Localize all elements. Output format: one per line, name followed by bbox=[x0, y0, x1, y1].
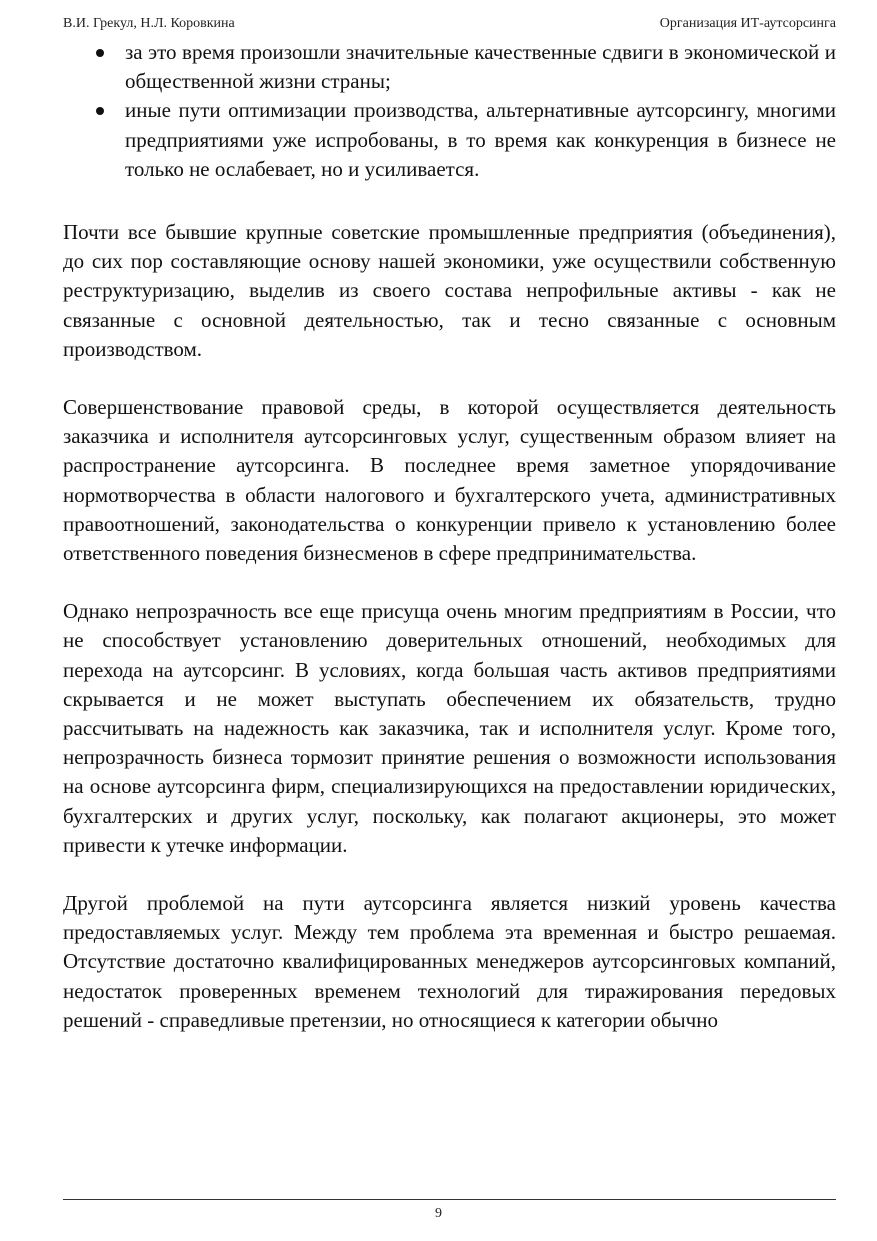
bullet-item bbox=[125, 38, 836, 96]
spacer bbox=[63, 568, 836, 597]
page-number: 9 bbox=[435, 1206, 442, 1221]
header-authors: В.И. Грекул, Н.Л. Коровкина bbox=[63, 16, 235, 31]
paragraph: Однако непрозрачность все еще присуща очень многим предприятиям в России, что не способствует установлению доверительных отношений, необходимых для перехода на аутсорсинг. В условиях, когда большая часть активов предприятиями скрывается и не может выступать обеспечением их обязательств, трудно рассчитывать на надежность как заказчика, так и исполнителя услуг. Кроме того, непрозрачность бизнеса тормозит принятие решения о возможности использования на основе аутсорсинга фирм, специализирующихся на предоставлении юридических, бухгалтерских и других услуг, поскольку, как полагают акционеры, это может привести к утечке информации. bbox=[63, 599, 836, 857]
paragraph: Совершенствование правовой среды, в которой осуществляется деятельность заказчика и исполнителя аутсорсинговых услуг, существенным образом влияет на распространение аутсорсинга. В последнее время заметное упорядочивание нормотворчества в области налогового и бухгалтерского учета, административных правоотношений, законодательства о конкуренции привело к установлению более ответственного поведения бизнесменов в сфере предпринимательства. bbox=[63, 395, 836, 566]
bullet-text: иные пути оптимизации производства, альтернативные аутсорсингу, многими предприятиями уже испробованы, в то время как конкуренция в бизнесе не только не ослабевает, но и усиливается. bbox=[125, 98, 836, 181]
running-header bbox=[63, 14, 836, 34]
paragraph: Другой проблемой на пути аутсорсинга является низкий уровень качества предоставляемых услуг. Между тем проблема эта временная и быстро решаемая. Отсутствие достаточно квалифицированных менеджеров аутсорсинговых компаний, недостаток проверенных временем технологий для тиражирования передовых решений - справедливые претензии, но относящиеся к категории обычно bbox=[63, 891, 836, 1032]
spacer bbox=[63, 364, 836, 393]
paragraph: Почти все бывшие крупные советские промышленные предприятия (объединения), до сих пор составляющие основу нашей экономики, уже осуществили собственную реструктуризацию, выделив из своего состава непрофильные активы - как не связанные с основной деятельностью, так и тесно связанные с основным производством. bbox=[63, 220, 836, 361]
bullet-item bbox=[125, 96, 836, 184]
bullet-list bbox=[63, 38, 836, 184]
bullet-text: за это время произошли значительные качественные сдвиги в экономической и общественной жизни страны; bbox=[125, 40, 836, 94]
header-title: Организация ИТ-аутсорсинга bbox=[659, 16, 836, 31]
bullet-dot-icon bbox=[96, 49, 104, 57]
page-body bbox=[63, 38, 836, 1186]
bullet-dot-icon bbox=[96, 107, 104, 115]
footer-divider bbox=[63, 1199, 836, 1200]
spacer bbox=[63, 184, 836, 218]
spacer bbox=[63, 860, 836, 889]
